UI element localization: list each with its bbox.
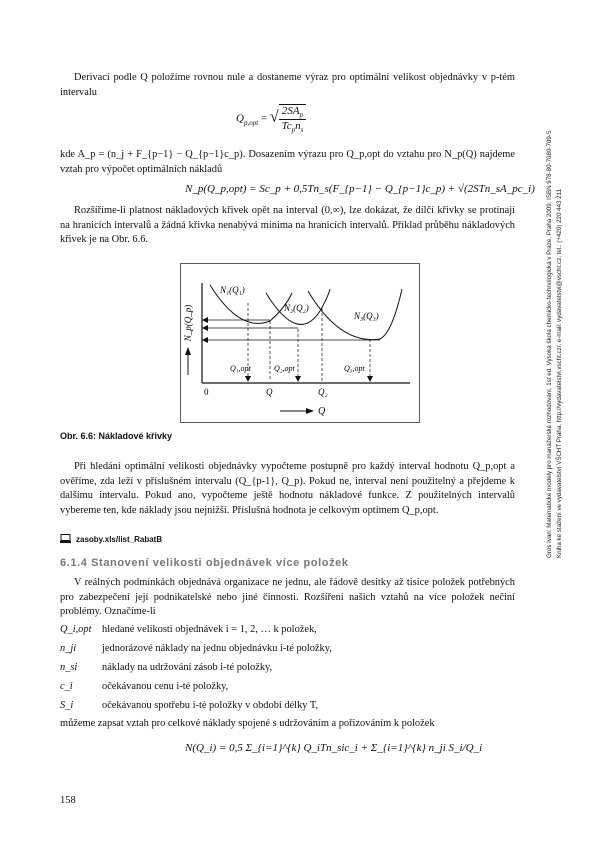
side-citation-line2: Kniha ke stažení ve vydavatelství VŠCHT Praha, http://vydavatelstvi.vscht.cz/, e-mail: vydavatelstvi@vscht.cz, tel.: (+420) 220 443 211 [556,188,563,558]
definition-row [60,620,515,639]
definition-row [60,677,515,696]
definition-row [60,658,515,677]
paragraph-3: Rozšíříme-li platnost nákladových křivek opět na interval (0,∞), lze dokázat, že dílčí křivky se protínají na hranicích intervalů a žádná křivka nenabývá minima na hranicích intervalů. Příklad průběhu nákladových křivek je na Obr. 6.6. [60,205,515,245]
definition-row [60,696,515,715]
side-citation-line1: Gros Ivan: Matematické modely pro manažerské rozhodování, 1st ed. Vysoká škola chemicko-technologická v Praze, Praha 2009, ISBN 978-80-7080-709-5 [546,130,553,558]
definition-term: S_i [60,700,74,711]
definition-desc: jednorázové náklady na jednu objednávku i-té položky, [102,643,332,654]
paragraph-6: můžeme zapsat vztah pro celkové náklady spojené s udržováním a pořizováním k položek [60,718,435,729]
x-tick-q2: Q₂ [318,387,328,397]
cost-curves-figure [180,263,420,423]
opt-label-3: Q₃,opt [344,364,365,373]
paragraph-1: Derivací podle Q položíme rovnou nule a dostaneme výraz pro optimální velikost objednávky v p-tém intervalu [60,72,515,98]
definition-desc: očekávanou spotřebu i-té položky v období délky T, [102,700,319,711]
definition-row [60,639,515,658]
side-citation [545,88,585,558]
opt-label-1: Q₁,opt [230,364,251,373]
definition-list [60,620,515,715]
opt-label-2: Q₂,opt [274,364,295,373]
equation-total-cost: N(Q_i) = 0,5 Σ_{i=1}^{k} Q_iTn_sic_i + Σ_{i=1}^{k} n_ji S_i/Q_i [185,742,483,754]
definition-term: n_si [60,662,78,673]
paragraph-5: V reálných podmínkách objednává organizace ne jednu, ale řádově desítky až tisíce položek potřebných pro zabezpečení její podnikatelské nebo jiné činnosti. Rozšíření našich vztahů na více položek nečiní problémy. Označíme-li [60,577,515,617]
section-heading: 6.1.4 Stanovení velikosti objednávek více položek [60,557,349,569]
equation-q-opt: $Q_{p,opt}$ = √ $\frac{2SA_p}{Tc_pn_s}$ [236,104,306,134]
definition-term: Q_i,opt [60,624,92,635]
definition-desc: očekávanou cenu i-té položky, [102,681,229,692]
page-number: 158 [60,795,76,806]
computer-icon [60,534,71,543]
paragraph-4: Při hledání optimální velikosti objednávky vypočteme postupně pro každý interval hodnotu Q_p,opt a ověříme, zda leží v příslušném intervalu (Q_{p-1}, Q_p). Pokud ne, interval není použitelný a přejdeme k dalšímu intervalu. Pokud ano, vypočteme ještě hodnotu nákladové funkce. Z použitelných intervalů vybereme ten, kde náklady jsou nejnižší. Příslušná hodnota je celkovým optimem Q_p,opt. [60,461,515,516]
definition-desc: náklady na udržování zásob i-té položky, [102,662,273,673]
x-tick-q: Q [266,387,273,397]
figure-xlabel: Q [318,406,326,417]
definition-term: n_ji [60,643,77,654]
x-tick-0: 0 [204,387,209,397]
curve-label-n1: N₁(Q₁) [220,285,245,295]
equation-n-opt: N_p(Q_p,opt) = Sc_p + 0,5Tn_s(F_{p−1} − Q_{p−1}c_p) + √(2STn_sA_pc_i) [185,183,535,195]
figure-caption: Obr. 6.6: Nákladové křivky [60,431,173,441]
definition-term: c_i [60,681,73,692]
definition-desc: hledané velikosti objednávek i = 1, 2, … k položek, [102,624,317,635]
curve-label-n2: N₂(Q₂) [284,303,309,313]
file-reference[interactable]: zasoby.xls/list_RabatB [76,535,163,544]
curve-label-n3: N₃(Q₃) [354,311,379,321]
paragraph-2: kde A_p = (n_j + F_{p−1} − Q_{p−1}c_p). Dosazením výrazu pro Q_p,opt do vztahu pro N_p(Q) najdeme vztah pro výpočet optimálních nákladů [60,149,515,175]
figure-ylabel: N_p(Q_p) [183,304,193,342]
